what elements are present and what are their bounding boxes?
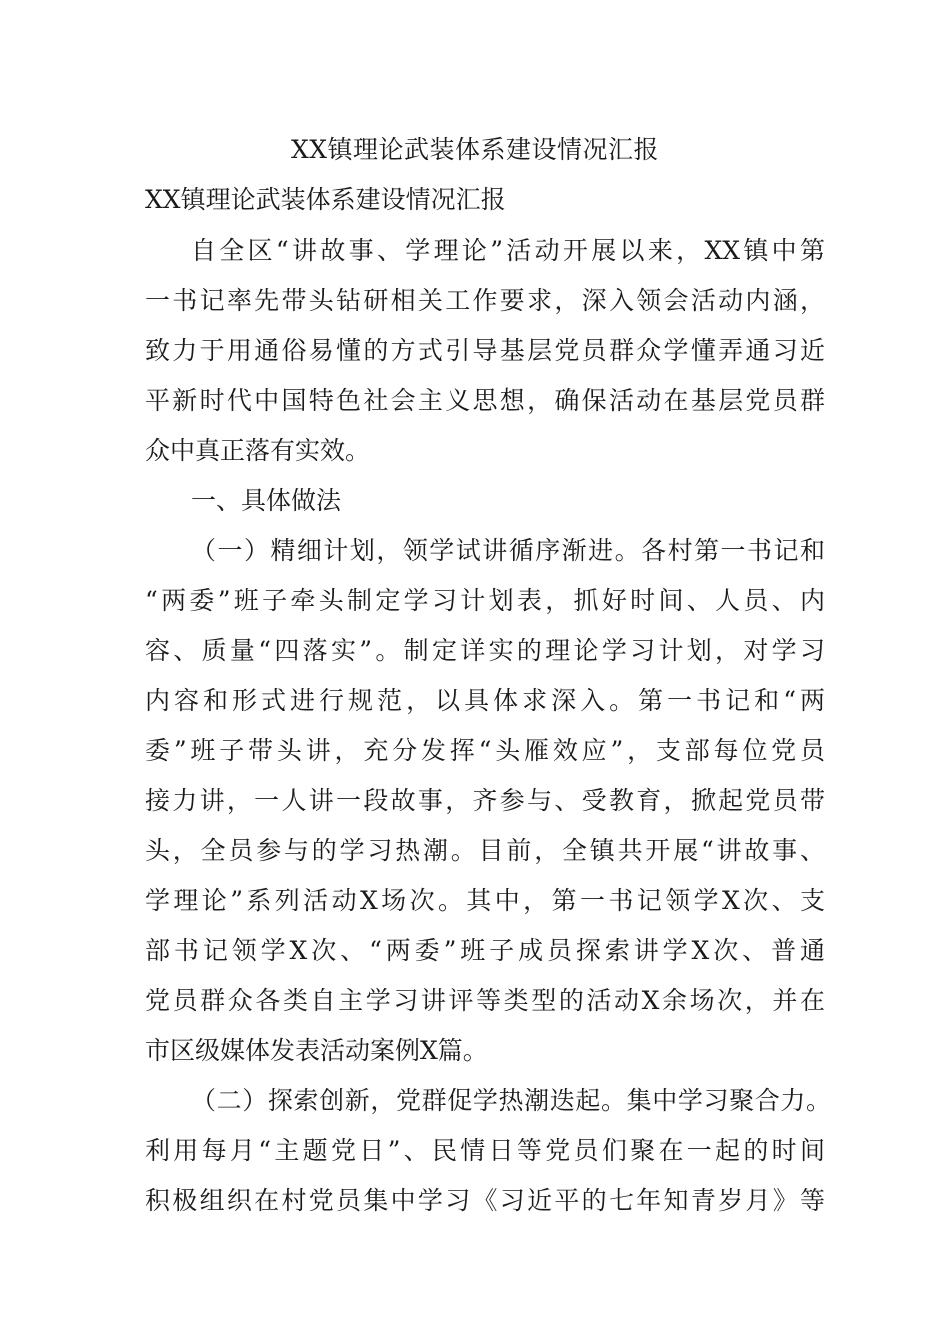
paragraph-line: 利用每月“主题党日”、民情日等党员们聚在一起的时间 [145,1136,825,1165]
paragraph-line: 市区级媒体发表活动案例X篇。 [145,1036,488,1065]
paragraph-line: （二）探索创新，党群促学热潮迭起。集中学习聚合力。 [191,1086,831,1115]
paragraph-line: 自全区“讲故事、学理论”活动开展以来，XX镇中第 [191,236,825,265]
paragraph-line: 接力讲，一人讲一段故事，齐参与、受教育，掀起党员带 [145,786,825,815]
paragraph-line: 积极组织在村党员集中学习《习近平的七年知青岁月》等 [145,1186,825,1215]
paragraph-line: 委”班子带头讲，充分发挥“头雁效应”，支部每位党员 [145,736,825,765]
paragraph-line: 党员群众各类自主学习讲评等类型的活动X余场次，并在 [145,986,825,1015]
paragraph-line: 平新时代中国特色社会主义思想，确保活动在基层党员群 [145,386,825,415]
document-title: XX镇理论武装体系建设情况汇报 [290,135,660,164]
paragraph-line: 一书记率先带头钻研相关工作要求，深入领会活动内涵， [145,286,825,315]
paragraph-line: 内容和形式进行规范，以具体求深入。第一书记和“两 [145,686,825,715]
paragraph-line: “两委”班子牵头制定学习计划表，抓好时间、人员、内 [145,586,825,615]
paragraph-line: 头，全员参与的学习热潮。目前，全镇共开展“讲故事、 [145,836,825,865]
section-heading: 一、具体做法 [191,486,342,515]
paragraph-line: 致力于用通俗易懂的方式引导基层党员群众学懂弄通习近 [145,336,825,365]
subtitle-line: XX镇理论武装体系建设情况汇报 [145,185,506,214]
paragraph-line: 众中真正落有实效。 [145,436,371,465]
paragraph-line: 部书记领学X次、“两委”班子成员探索讲学X次、普通 [145,936,825,965]
paragraph-line: 学理论”系列活动X场次。其中，第一书记领学X次、支 [145,886,825,915]
paragraph-line: （一）精细计划，领学试讲循序渐进。各村第一书记和 [191,536,825,565]
paragraph-line: 容、质量“四落实”。制定详实的理论学习计划，对学习 [145,636,825,665]
